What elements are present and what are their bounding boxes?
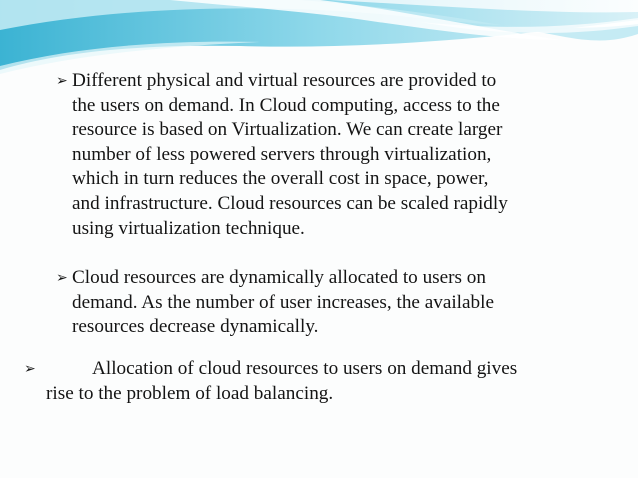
bullet-item-dynamic-allocation — [56, 266, 616, 340]
bullet-item-resources — [56, 69, 616, 241]
bullet-line: resources decrease dynamically. — [72, 316, 319, 338]
bullet-line: Cloud resources are dynamically allocated to users on — [72, 267, 486, 288]
bullet-line: rise to the problem of load balancing. — [46, 382, 334, 404]
bullet-line: number of less powered servers through virtualization, — [72, 143, 492, 165]
bullet-line: the users on demand. In Cloud computing, access to the — [72, 94, 500, 116]
bullet-item-load-balancing — [24, 357, 624, 406]
bullet-line: Different physical and virtual resources are provided to — [72, 70, 497, 91]
bullet-text — [56, 266, 616, 340]
arrow-bullet-icon: ➢ — [56, 270, 68, 286]
bullet-line: which in turn reduces the overall cost in space, power, — [72, 168, 489, 190]
bullet-line: and infrastructure. Cloud resources can be scaled rapidly — [72, 192, 508, 214]
header-wave-decoration — [0, 0, 638, 80]
bullet-line: resource is based on Virtualization. We can create larger — [72, 119, 503, 141]
bullet-text — [24, 357, 624, 406]
bullet-line: demand. As the number of user increases, the available — [72, 291, 494, 313]
arrow-bullet-icon: ➢ — [56, 73, 68, 89]
bullet-line: using virtualization technique. — [72, 217, 305, 239]
arrow-bullet-icon: ➢ — [24, 361, 36, 377]
bullet-line: Allocation of cloud resources to users on demand gives — [92, 358, 518, 379]
bullet-text — [56, 69, 616, 241]
